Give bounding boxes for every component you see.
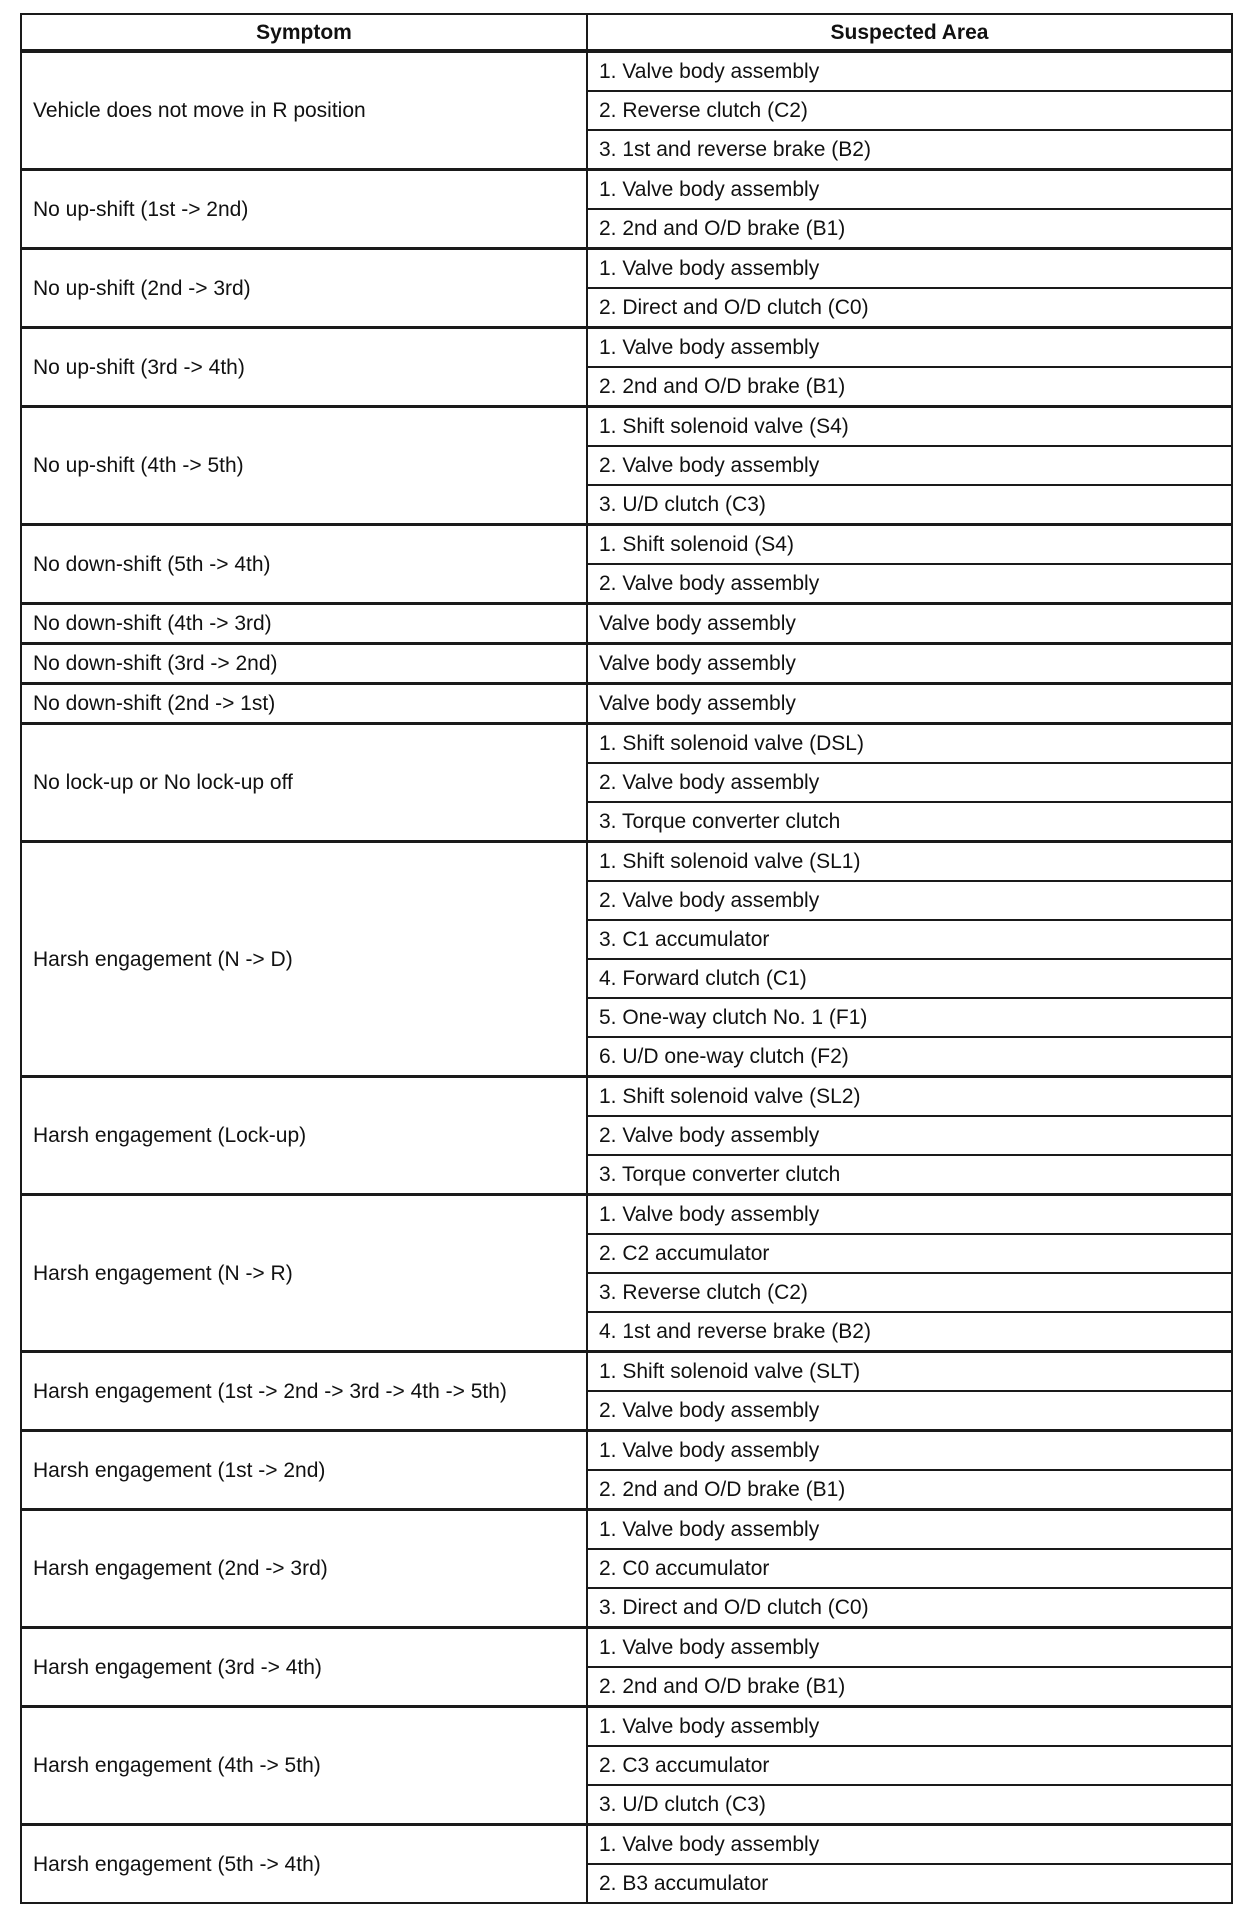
suspected-area-cell: 2. B3 accumulator [587, 1864, 1232, 1903]
suspected-area-cell: 1. Valve body assembly [587, 1195, 1232, 1235]
symptom-cell: No up-shift (2nd -> 3rd) [21, 249, 587, 328]
suspected-area-cell: 2. Valve body assembly [587, 763, 1232, 802]
header-suspected-area: Suspected Area [587, 14, 1232, 51]
table-row [21, 1195, 1232, 1235]
table-row [21, 842, 1232, 882]
symptom-cell: No lock-up or No lock-up off [21, 724, 587, 842]
table-row [21, 170, 1232, 210]
suspected-area-cell: 2. Valve body assembly [587, 1116, 1232, 1155]
table-row [21, 1628, 1232, 1668]
symptom-cell: Harsh engagement (3rd -> 4th) [21, 1628, 587, 1707]
symptom-cell: No up-shift (4th -> 5th) [21, 407, 587, 525]
suspected-area-cell: 2. 2nd and O/D brake (B1) [587, 367, 1232, 407]
table-row [21, 328, 1232, 368]
suspected-area-cell: 3. Torque converter clutch [587, 802, 1232, 842]
table-row [21, 525, 1232, 565]
symptom-cell: Harsh engagement (Lock-up) [21, 1077, 587, 1195]
suspected-area-cell: 3. C1 accumulator [587, 920, 1232, 959]
symptom-cell: No down-shift (4th -> 3rd) [21, 604, 587, 644]
table-row [21, 604, 1232, 644]
suspected-area-cell: 2. Valve body assembly [587, 446, 1232, 485]
table-row [21, 51, 1232, 91]
suspected-area-cell: 2. Direct and O/D clutch (C0) [587, 288, 1232, 328]
suspected-area-cell: 3. Torque converter clutch [587, 1155, 1232, 1195]
table-row [21, 684, 1232, 724]
suspected-area-cell: 5. One-way clutch No. 1 (F1) [587, 998, 1232, 1037]
table-header [21, 14, 1232, 51]
symptom-cell: No down-shift (3rd -> 2nd) [21, 644, 587, 684]
suspected-area-cell: 1. Shift solenoid valve (SLT) [587, 1352, 1232, 1392]
suspected-area-cell: 4. Forward clutch (C1) [587, 959, 1232, 998]
suspected-area-cell: 1. Shift solenoid valve (S4) [587, 407, 1232, 447]
header-symptom: Symptom [21, 14, 587, 51]
suspected-area-cell: 3. U/D clutch (C3) [587, 1785, 1232, 1825]
suspected-area-cell: 1. Valve body assembly [587, 249, 1232, 289]
symptom-cell: No up-shift (1st -> 2nd) [21, 170, 587, 249]
suspected-area-cell: Valve body assembly [587, 604, 1232, 644]
suspected-area-cell: 2. Reverse clutch (C2) [587, 91, 1232, 130]
header-row [21, 14, 1232, 51]
suspected-area-cell: 4. 1st and reverse brake (B2) [587, 1312, 1232, 1352]
suspected-area-cell: 1. Valve body assembly [587, 1707, 1232, 1747]
suspected-area-cell: 3. 1st and reverse brake (B2) [587, 130, 1232, 170]
suspected-area-cell: 1. Valve body assembly [587, 1628, 1232, 1668]
table-row [21, 1510, 1232, 1550]
suspected-area-cell: 3. Direct and O/D clutch (C0) [587, 1588, 1232, 1628]
symptom-cell: Vehicle does not move in R position [21, 51, 587, 170]
table-row [21, 1707, 1232, 1747]
suspected-area-cell: 1. Shift solenoid valve (SL1) [587, 842, 1232, 882]
suspected-area-cell: 2. 2nd and O/D brake (B1) [587, 209, 1232, 249]
suspected-area-cell: Valve body assembly [587, 684, 1232, 724]
suspected-area-cell: 3. U/D clutch (C3) [587, 485, 1232, 525]
suspected-area-cell: 6. U/D one-way clutch (F2) [587, 1037, 1232, 1077]
document-page [20, 13, 1231, 1904]
table-row [21, 1825, 1232, 1865]
table-row [21, 1431, 1232, 1471]
table-row [21, 724, 1232, 764]
suspected-area-cell: 1. Valve body assembly [587, 328, 1232, 368]
table-row [21, 407, 1232, 447]
symptom-cell: Harsh engagement (N -> R) [21, 1195, 587, 1352]
table-body [21, 51, 1232, 1903]
symptom-cell: Harsh engagement (5th -> 4th) [21, 1825, 587, 1904]
suspected-area-cell: Valve body assembly [587, 644, 1232, 684]
suspected-area-cell: 2. 2nd and O/D brake (B1) [587, 1667, 1232, 1707]
table-row [21, 644, 1232, 684]
symptom-cell: Harsh engagement (1st -> 2nd) [21, 1431, 587, 1510]
symptom-cell: No down-shift (5th -> 4th) [21, 525, 587, 604]
suspected-area-cell: 2. 2nd and O/D brake (B1) [587, 1470, 1232, 1510]
table-row [21, 1077, 1232, 1117]
suspected-area-cell: 1. Valve body assembly [587, 1510, 1232, 1550]
suspected-area-cell: 1. Shift solenoid valve (DSL) [587, 724, 1232, 764]
suspected-area-cell: 1. Valve body assembly [587, 1431, 1232, 1471]
table-row [21, 1352, 1232, 1392]
symptom-cell: Harsh engagement (N -> D) [21, 842, 587, 1077]
suspected-area-cell: 2. C2 accumulator [587, 1234, 1232, 1273]
suspected-area-cell: 1. Valve body assembly [587, 170, 1232, 210]
symptom-cell: No up-shift (3rd -> 4th) [21, 328, 587, 407]
symptom-table [20, 13, 1233, 1904]
suspected-area-cell: 1. Valve body assembly [587, 51, 1232, 91]
suspected-area-cell: 2. Valve body assembly [587, 881, 1232, 920]
suspected-area-cell: 1. Shift solenoid (S4) [587, 525, 1232, 565]
suspected-area-cell: 2. Valve body assembly [587, 564, 1232, 604]
suspected-area-cell: 2. C0 accumulator [587, 1549, 1232, 1588]
symptom-cell: Harsh engagement (4th -> 5th) [21, 1707, 587, 1825]
suspected-area-cell: 1. Shift solenoid valve (SL2) [587, 1077, 1232, 1117]
symptom-cell: Harsh engagement (1st -> 2nd -> 3rd -> 4th -> 5th) [21, 1352, 587, 1431]
suspected-area-cell: 1. Valve body assembly [587, 1825, 1232, 1865]
symptom-cell: Harsh engagement (2nd -> 3rd) [21, 1510, 587, 1628]
suspected-area-cell: 2. C3 accumulator [587, 1746, 1232, 1785]
table-row [21, 249, 1232, 289]
suspected-area-cell: 2. Valve body assembly [587, 1391, 1232, 1431]
symptom-cell: No down-shift (2nd -> 1st) [21, 684, 587, 724]
suspected-area-cell: 3. Reverse clutch (C2) [587, 1273, 1232, 1312]
